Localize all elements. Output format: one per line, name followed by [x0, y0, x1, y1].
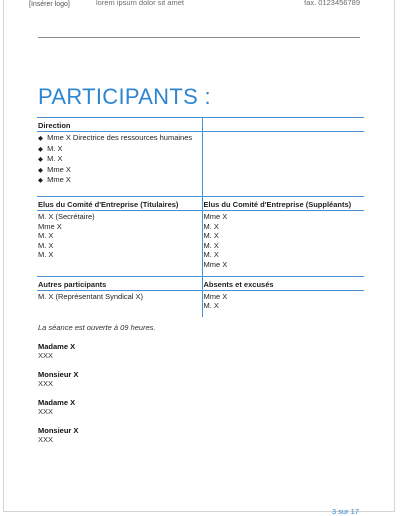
speaker-text: XXX: [38, 407, 54, 416]
seance-note: La séance est ouverte à 09 heures.: [38, 323, 156, 332]
table-row: [37, 210, 364, 276]
speaker-block: [38, 370, 78, 388]
list-item: M. X (Représentant Syndical X): [38, 291, 144, 301]
table-row: [37, 276, 364, 290]
absents-label: Absents et excusés: [202, 276, 364, 290]
speaker-name: Monsieur X: [38, 370, 79, 379]
diamond-bullet-icon: ◆: [38, 135, 43, 142]
list-item: M. X (Secrétaire): [38, 211, 95, 221]
page-number: 3 sur 17: [331, 507, 359, 516]
speaker-text: XXX: [38, 351, 54, 360]
diamond-bullet-icon: ◆: [38, 166, 43, 174]
list-item: Mme X: [203, 291, 228, 301]
titulaires-cell: [37, 210, 202, 276]
table-row: [37, 196, 364, 210]
list-item: M. X: [203, 301, 219, 311]
speaker-block: [38, 426, 78, 444]
list-item: Mme X: [203, 259, 228, 269]
suppleants-cell: [202, 210, 364, 276]
suppleants-label: Elus du Comité d'Entreprise (Suppléants): [202, 196, 364, 210]
diamond-bullet-icon: ◆: [38, 177, 43, 185]
list-item: ◆ M. X: [38, 143, 63, 153]
list-item: ◆ Mme X Directrice des ressources humaines: [38, 133, 193, 142]
list-item: M. X: [38, 250, 54, 260]
list-item: Mme X: [203, 211, 228, 221]
autres-cell: [37, 290, 202, 317]
list-item: M. X: [38, 231, 54, 241]
header-logo: [Insérer logo]: [29, 1, 70, 8]
list-item: M. X: [203, 240, 219, 250]
diamond-bullet-icon: ◆: [38, 156, 43, 164]
list-item: Mme X: [38, 221, 62, 231]
list-item: M. X: [203, 231, 219, 241]
speaker-name: Madame X: [38, 398, 76, 407]
list-item: ◆ M. X: [38, 154, 63, 164]
titulaires-label: Elus du Comité d'Entreprise (Titulaires): [37, 196, 202, 210]
header-rule: [38, 37, 360, 38]
list-item: ◆ Mme X: [38, 175, 71, 185]
header-lorem: lorem ipsum dolor sit amet: [96, 0, 184, 7]
speaker-name: Monsieur X: [38, 426, 79, 435]
absents-cell: [202, 290, 364, 317]
empty-cell: [202, 132, 364, 197]
direction-label: Direction: [37, 118, 202, 132]
speaker-block: [38, 398, 75, 416]
autres-label: Autres participants: [37, 276, 202, 290]
speaker-text: XXX: [38, 435, 54, 444]
list-item: M. X: [203, 250, 219, 260]
list-item: M. X: [203, 221, 219, 231]
table-row: [37, 290, 364, 317]
list-item: M. X: [38, 240, 54, 250]
header-fax: fax. 0123456789: [304, 0, 360, 7]
diamond-bullet-icon: ◆: [38, 145, 43, 153]
direction-list: [38, 133, 202, 186]
table-row: [37, 118, 364, 132]
participants-table: [37, 117, 364, 317]
list-item: ◆ Mme X: [38, 164, 71, 174]
direction-cell: [37, 132, 202, 197]
empty-cell: [202, 118, 364, 132]
page-title: PARTICIPANTS :: [38, 84, 211, 109]
table-row: [37, 132, 364, 197]
speaker-text: XXX: [38, 379, 54, 388]
speaker-name: Madame X: [38, 342, 76, 351]
speaker-block: [38, 342, 75, 360]
